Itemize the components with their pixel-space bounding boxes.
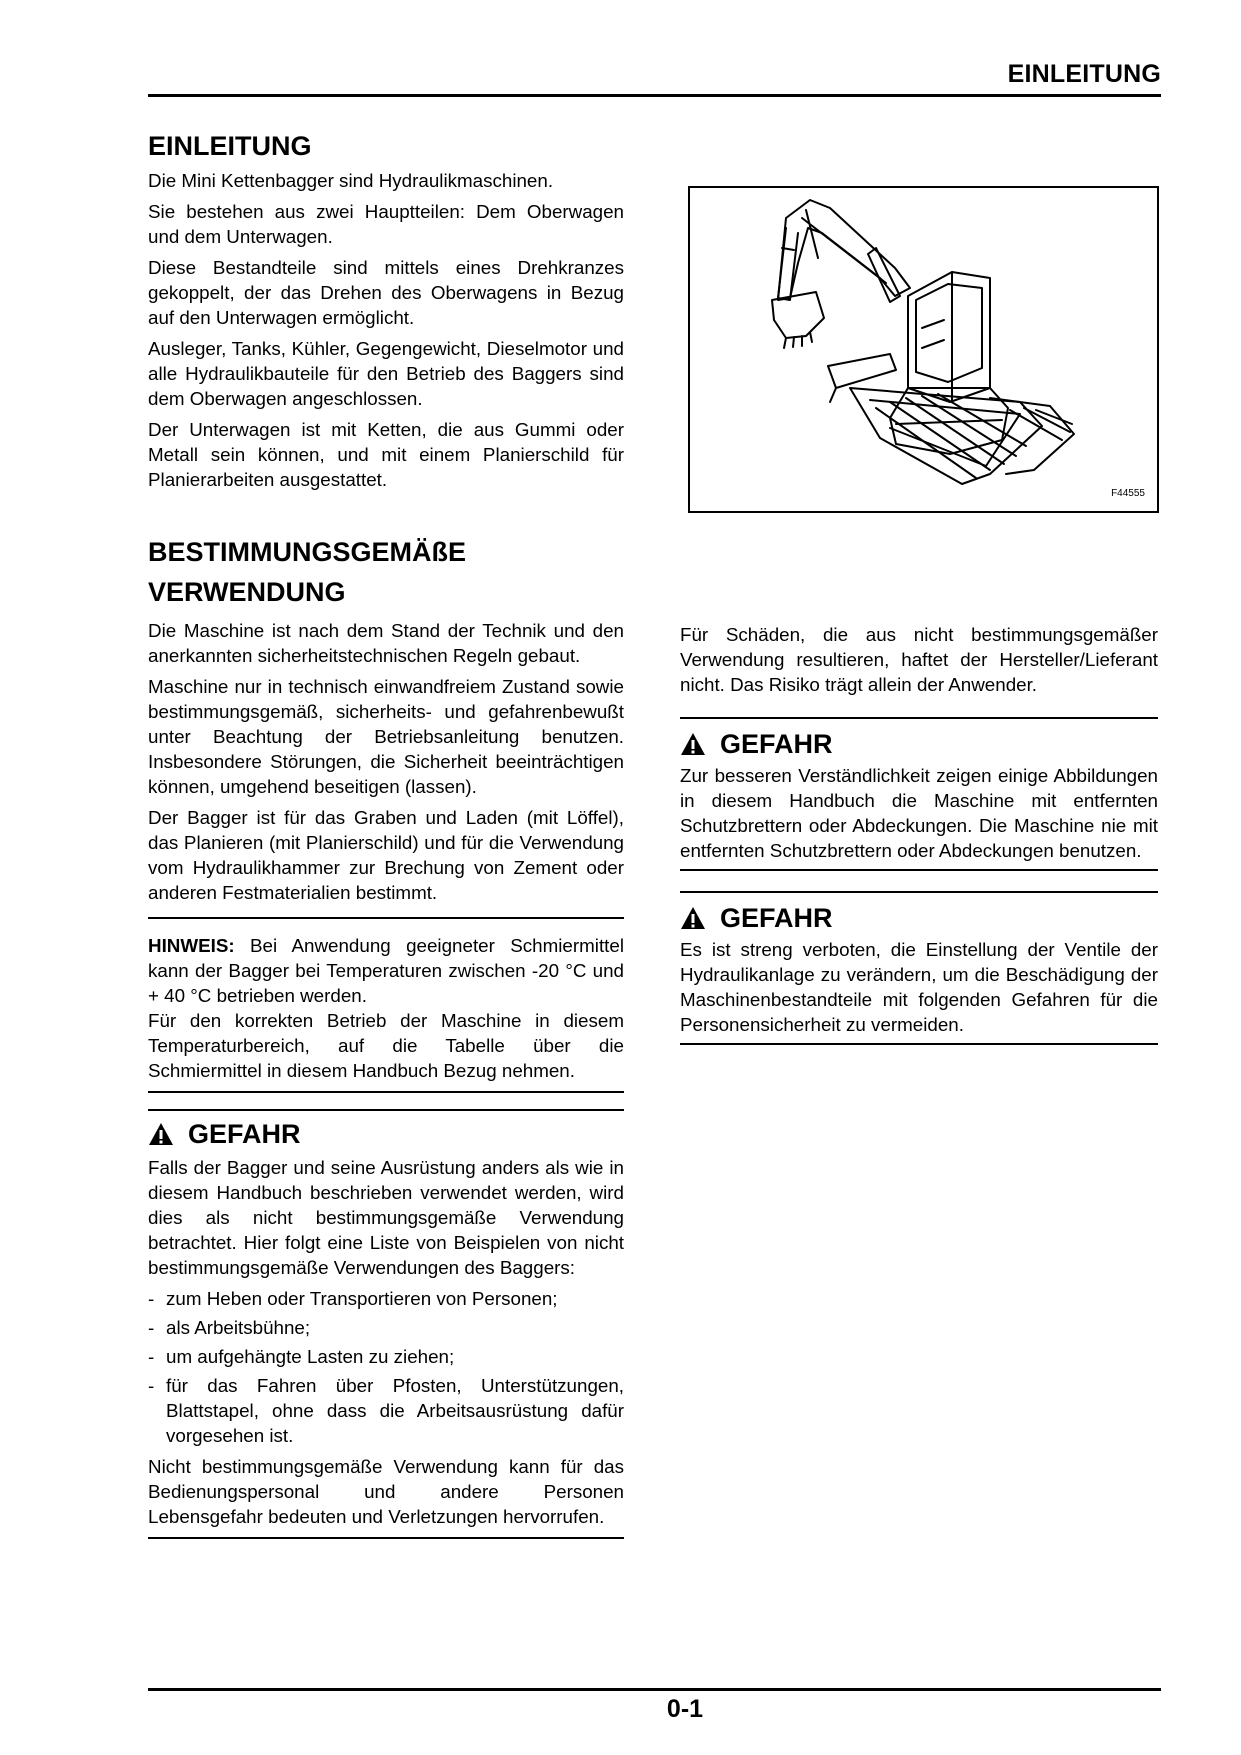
danger3-bottom-rule: [680, 1043, 1158, 1045]
usage-heading-line2: VERWENDUNG: [148, 577, 346, 607]
liability-paragraph: Für Schäden, die aus nicht bestimmungsgemäßer Verwendung resultieren, haftet der Hersteller/Lieferant nicht. Das Risiko trägt allein der Anwender.: [680, 624, 1158, 695]
danger2-title: [680, 727, 1158, 761]
footer-rule: [148, 1688, 1161, 1691]
danger3-text: Es ist streng verboten, die Einstellung der Ventile der Hydraulikanlage zu verändern, um die Beschädigung der Maschinenbestandteile mit folgenden Gefahren für die Personensicherheit zu vermeiden.: [680, 939, 1158, 1035]
warning-triangle-icon: [680, 906, 706, 930]
note-body: Bei Anwendung geeigneter Schmiermittel kann der Bagger bei Temperaturen zwischen -20 °C und + 40 °C betrieben werden.: [148, 935, 624, 1006]
intro-paragraph: Sie bestehen aus zwei Hauptteilen: Dem Oberwagen und dem Unterwagen.: [148, 201, 624, 247]
danger3-top-rule: [680, 891, 1158, 893]
running-header: EINLEITUNG: [1007, 60, 1161, 88]
danger1-bottom-rule: [148, 1537, 624, 1539]
note-text-2: Für den korrekten Betrieb der Maschine in diesem Temperaturbereich, auf die Tabelle über die Schmiermittel in diesem Handbuch Bezug nehmen.: [148, 1010, 624, 1081]
intro-paragraph: Der Unterwagen ist mit Ketten, die aus Gummi oder Metall sein können, und mit einem Planierschild für Planierarbeiten ausgestattet.: [148, 419, 624, 490]
note-text: [148, 933, 624, 1008]
warning-triangle-icon: [148, 1122, 174, 1146]
intro-section: [148, 126, 624, 498]
danger2-bottom-rule: [680, 869, 1158, 871]
danger1-outro: Nicht bestimmungsgemäße Verwendung kann für das Bedienungspersonal und andere Personen Lebensgefahr bedeuten und Verletzungen hervorrufen.: [148, 1456, 624, 1527]
right-column: [680, 622, 1158, 1045]
usage-heading-line1: BESTIMMUNGSGEMÄßE: [148, 537, 467, 567]
excavator-figure: [688, 186, 1159, 513]
note-label: HINWEIS:: [148, 935, 235, 956]
danger2-text: Zur besseren Verständlichkeit zeigen einige Abbildungen in diesem Handbuch die Maschine mit entfernten Schutzbrettern oder Abdeckungen. Die Maschine nie mit entfernten Schutzbrettern oder Abdeckungen benutzen.: [680, 765, 1158, 861]
note-top-rule: [148, 917, 624, 919]
danger2-title-text: GEFAHR: [720, 729, 833, 759]
note-bottom-rule: [148, 1091, 624, 1093]
danger1-top-rule: [148, 1109, 624, 1111]
danger3-title: [680, 901, 1158, 935]
danger1-list-item: - zum Heben oder Transportieren von Personen;: [148, 1288, 558, 1309]
usage-paragraph: Die Maschine ist nach dem Stand der Technik und den anerkannten sicherheitstechnischen Regeln gebaut.: [148, 620, 624, 666]
danger1-list-item: - als Arbeitsbühne;: [148, 1317, 311, 1338]
danger1-list-item: - für das Fahren über Pfosten, Unterstützungen, Blattstapel, ohne dass die Arbeitsausrüstung dafür vorgesehen ist.: [148, 1375, 624, 1446]
usage-paragraph: Der Bagger ist für das Graben und Laden (mit Löffel), das Planieren (mit Planierschild) und für die Verwendung vom Hydraulikhammer zur Brechung von Zement oder anderen Festmaterialien bestimmt.: [148, 807, 624, 903]
intro-paragraph: Diese Bestandteile sind mittels eines Drehkranzes gekoppelt, der das Drehen des Oberwagens in Bezug auf den Unterwagen ermöglicht.: [148, 257, 624, 328]
danger3-title-text: GEFAHR: [720, 903, 833, 933]
figure-label: F44555: [1111, 488, 1145, 499]
danger1-title-text: GEFAHR: [188, 1119, 301, 1149]
mini-excavator-icon: [690, 188, 1157, 511]
page-number: 0-1: [666, 1695, 704, 1723]
warning-triangle-icon: [680, 732, 706, 756]
intro-paragraph: Ausleger, Tanks, Kühler, Gegengewicht, Dieselmotor und alle Hydraulikbauteile für den Betrieb des Baggers sind dem Oberwagen angeschlossen.: [148, 338, 624, 409]
intro-heading: EINLEITUNG: [148, 131, 312, 161]
usage-paragraph: Maschine nur in technisch einwandfreiem Zustand sowie bestimmungsgemäß, sicherheits- und gefahrenbewußt unter Beachtung der Betriebsanleitung benutzen. Insbesondere Störungen, die Sicherheit beeinträchtigen können, umgehend beseitigen (lassen).: [148, 676, 624, 797]
header-rule: [148, 94, 1161, 97]
intro-paragraph: Die Mini Kettenbagger sind Hydraulikmaschinen.: [148, 170, 554, 191]
danger1-title: [148, 1117, 624, 1151]
danger2-top-rule: [680, 717, 1158, 719]
danger1-intro: Falls der Bagger und seine Ausrüstung anders als wie in diesem Handbuch beschrieben verwendet werden, wird dies als nicht bestimmungsgemäße Verwendung betrachtet. Hier folgt eine Liste von Beispielen von nicht bestimmungsgemäße Verwendungen des Baggers:: [148, 1157, 624, 1278]
usage-section: [148, 532, 624, 1539]
danger1-list-item: - um aufgehängte Lasten zu ziehen;: [148, 1346, 455, 1367]
